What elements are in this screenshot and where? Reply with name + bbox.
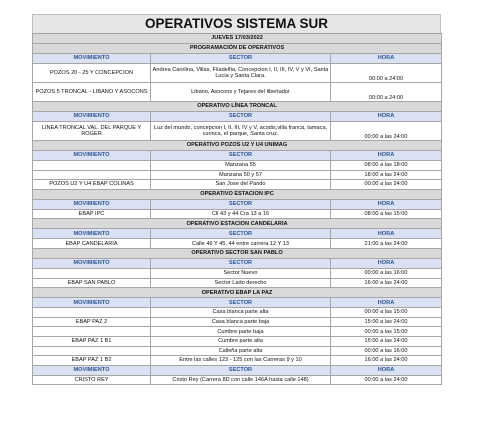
- column-header-row: [33, 365, 442, 375]
- column-header-row: [33, 112, 442, 122]
- cell-sector: Entre las calles 123 - 125 con las Carreras 9 y 10: [151, 356, 331, 366]
- cell-hora: 21:00 a las 24:00: [331, 239, 442, 249]
- cell-hora: 00:00 a las 24:00: [331, 122, 442, 141]
- cell-movimiento: EBAP IPC: [33, 209, 151, 219]
- cell-sector: Cumbre parte alta: [151, 336, 331, 346]
- col-header-movimiento: MOVIMIENTO: [33, 365, 151, 375]
- table-row: [33, 317, 442, 327]
- section-header: OPERATIVO EBAP LA PAZ: [33, 288, 442, 298]
- cell-sector: Luz del mundo, concepcion I, II, III, IV y V, acodis,villa franca, tamaca, curinca, el parque, Santa cruz.: [151, 122, 331, 141]
- table-row: [33, 64, 442, 83]
- section-header-row: [33, 44, 442, 54]
- table-row: [33, 161, 442, 171]
- table-row: [33, 170, 442, 180]
- table-row: [33, 180, 442, 190]
- col-header-sector: SECTOR: [151, 151, 331, 161]
- cell-movimiento: CRISTO REY: [33, 375, 151, 385]
- cell-movimiento: POZOS U2 Y U4 EBAP COLINAS: [33, 180, 151, 190]
- col-header-hora: HORA: [331, 365, 442, 375]
- cell-sector: Cumbre parte baja: [151, 327, 331, 337]
- cell-movimiento: EBAP PAZ 2: [33, 317, 151, 327]
- cell-movimiento: EBAP SAN PABLO: [33, 278, 151, 288]
- section-header: OPERATIVO POZOS U2 Y U4 UNIMAG: [33, 141, 442, 151]
- cell-movimiento: EBAP PAZ 1 B1: [33, 336, 151, 346]
- cell-hora: 08:00 a las 18:00: [331, 161, 442, 171]
- cell-sector: Sector Nuevo: [151, 268, 331, 278]
- cell-sector: Calle 46 Y 45, 44 entre carrera 12 Y 13: [151, 239, 331, 249]
- cell-hora: 00:00 a las 15:00: [331, 327, 442, 337]
- cell-movimiento: [33, 308, 151, 318]
- col-header-movimiento: MOVIMIENTO: [33, 258, 151, 268]
- column-header-row: [33, 151, 442, 161]
- col-header-movimiento: MOVIMIENTO: [33, 298, 151, 308]
- column-header-row: [33, 298, 442, 308]
- table-row: [33, 356, 442, 366]
- table-row: [33, 83, 442, 102]
- table-row: [33, 209, 442, 219]
- date-line: JUEVES 17/03/2022: [33, 34, 442, 44]
- cell-hora: 00:00 a 24:00: [331, 83, 442, 102]
- col-header-hora: HORA: [331, 229, 442, 239]
- section-header-row: [33, 288, 442, 298]
- table-row: [33, 375, 442, 385]
- table-row: [33, 327, 442, 337]
- col-header-sector: SECTOR: [151, 298, 331, 308]
- cell-hora: 00:00 a 24:00: [331, 64, 442, 83]
- cell-sector: Manzana 55: [151, 161, 331, 171]
- col-header-hora: HORA: [331, 298, 442, 308]
- table-row: [33, 346, 442, 356]
- section-header-row: [33, 102, 442, 112]
- cell-movimiento: [33, 161, 151, 171]
- section-header-row: [33, 141, 442, 151]
- col-header-movimiento: MOVIMIENTO: [33, 199, 151, 209]
- section-header: PROGRAMACIÓN DE OPERATIVOS: [33, 44, 442, 54]
- table-row: [33, 268, 442, 278]
- cell-hora: 00:00 a las 15:00: [331, 308, 442, 318]
- cell-sector: San Jose del Pando: [151, 180, 331, 190]
- col-header-hora: HORA: [331, 151, 442, 161]
- cell-sector: Cristo Rey (Carrera 8D con calle 146A hasta calle 148): [151, 375, 331, 385]
- cell-hora: 18:00 a las 24:00: [331, 170, 442, 180]
- column-header-row: [33, 199, 442, 209]
- cell-hora: 15:00 a las 24:00: [331, 336, 442, 346]
- cell-hora: 08:00 a las 15:00: [331, 209, 442, 219]
- col-header-hora: HORA: [331, 112, 442, 122]
- operativos-sheet: [32, 14, 441, 385]
- cell-hora: 00:00 a las 16:00: [331, 346, 442, 356]
- page-title: OPERATIVOS SISTEMA SUR: [32, 14, 441, 33]
- cell-hora: 15:00 a las 24:00: [331, 317, 442, 327]
- cell-movimiento: EBAP PAZ 1 B2: [33, 356, 151, 366]
- section-header: OPERATIVO SECTOR SAN PABLO: [33, 248, 442, 258]
- cell-sector: Calleña parte alta: [151, 346, 331, 356]
- cell-movimiento: LINEA TRONCAL VAL. DEL PARQUE Y ROGER: [33, 122, 151, 141]
- cell-hora: 16:00 a las 24:00: [331, 278, 442, 288]
- cell-sector: Cll 43 y 44 Cra 13 a 16: [151, 209, 331, 219]
- cell-hora: 00:00 a las 24:00: [331, 180, 442, 190]
- cell-movimiento: [33, 268, 151, 278]
- cell-sector: Casa blanca parte alta: [151, 308, 331, 318]
- col-header-movimiento: MOVIMIENTO: [33, 229, 151, 239]
- column-header-row: [33, 229, 442, 239]
- col-header-movimiento: MOVIMIENTO: [33, 54, 151, 64]
- col-header-movimiento: MOVIMIENTO: [33, 112, 151, 122]
- cell-movimiento: [33, 327, 151, 337]
- cell-sector: Libano, Asocons y Tejares del libertador: [151, 83, 331, 102]
- cell-hora: 00:00 a las 16:00: [331, 268, 442, 278]
- cell-hora: 00:00 a las 24:00: [331, 375, 442, 385]
- col-header-sector: SECTOR: [151, 229, 331, 239]
- section-header-row: [33, 248, 442, 258]
- section-header: OPERATIVO ESTACION CANDELARIA: [33, 219, 442, 229]
- col-header-sector: SECTOR: [151, 112, 331, 122]
- cell-movimiento: POZOS 5 TRONCAL - LIBANO Y ASOCONS: [33, 83, 151, 102]
- section-header-row: [33, 189, 442, 199]
- date-row: [33, 34, 442, 44]
- cell-movimiento: [33, 170, 151, 180]
- table-row: [33, 336, 442, 346]
- col-header-hora: HORA: [331, 54, 442, 64]
- column-header-row: [33, 258, 442, 268]
- col-header-sector: SECTOR: [151, 365, 331, 375]
- table-row: [33, 239, 442, 249]
- col-header-hora: HORA: [331, 258, 442, 268]
- col-header-hora: HORA: [331, 199, 442, 209]
- table-row: [33, 122, 442, 141]
- cell-sector: Sector Lado derecho: [151, 278, 331, 288]
- cell-hora: 16:00 a las 24:00: [331, 356, 442, 366]
- table-row: [33, 278, 442, 288]
- table-row: [33, 308, 442, 318]
- section-header-row: [33, 219, 442, 229]
- cell-movimiento: POZOS 20 - 25 Y CONCEPCION: [33, 64, 151, 83]
- section-header: OPERATIVO ESTACION IPC: [33, 189, 442, 199]
- col-header-sector: SECTOR: [151, 199, 331, 209]
- col-header-movimiento: MOVIMIENTO: [33, 151, 151, 161]
- section-header: OPERATIVO LÍNEA TRONCAL: [33, 102, 442, 112]
- col-header-sector: SECTOR: [151, 54, 331, 64]
- column-header-row: [33, 54, 442, 64]
- cell-movimiento: [33, 346, 151, 356]
- operativos-table: [32, 33, 442, 385]
- cell-sector: Casa blanca parte baja: [151, 317, 331, 327]
- col-header-sector: SECTOR: [151, 258, 331, 268]
- cell-sector: Manzana 50 y 57: [151, 170, 331, 180]
- cell-movimiento: EBAP CANDELARIA: [33, 239, 151, 249]
- cell-sector: Andrea Carolina, Villas, Filadelfia, Concepcion I, II, III, IV, V y VI, Santa Lucia y Santa Clara.: [151, 64, 331, 83]
